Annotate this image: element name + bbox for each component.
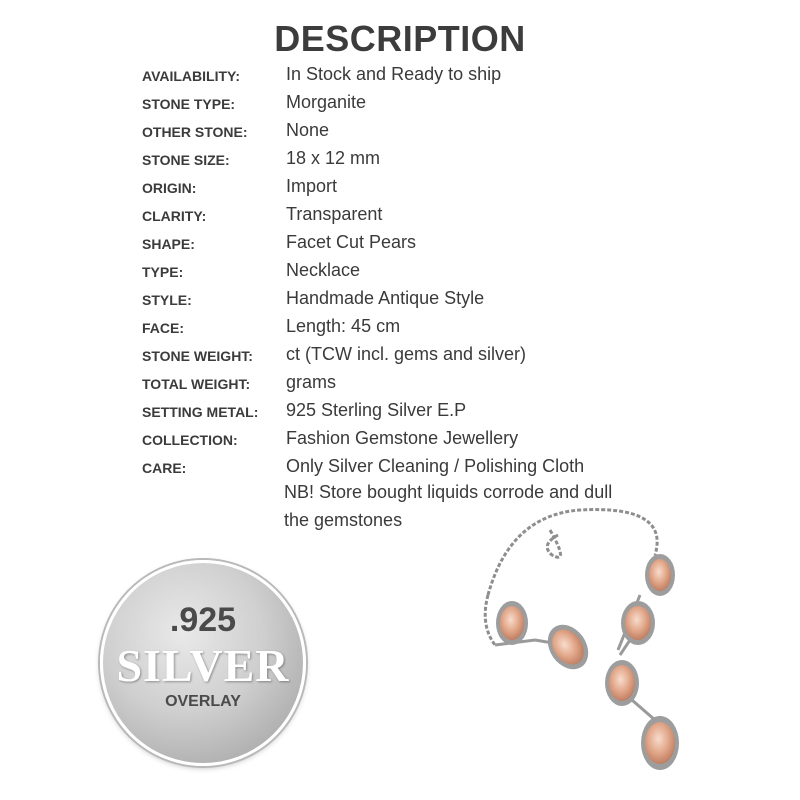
spec-value: Facet Cut Pears — [286, 232, 417, 252]
spec-value: Fashion Gemstone Jewellery — [286, 428, 519, 448]
spec-value: 18 x 12 mm — [286, 148, 381, 168]
spec-row-stone-type — [142, 90, 762, 118]
spec-value: Length: 45 cm — [286, 316, 401, 336]
spec-value: In Stock and Ready to ship — [286, 64, 502, 84]
badge-word: SILVER — [116, 640, 290, 691]
spec-list — [142, 62, 762, 482]
spec-value: Transparent — [286, 204, 383, 224]
spec-label: SHAPE: — [142, 236, 195, 252]
spec-row-other-stone — [142, 118, 762, 146]
spec-value: Handmade Antique Style — [286, 288, 485, 308]
spec-row-clarity — [142, 202, 762, 230]
spec-label: STONE SIZE: — [142, 152, 230, 168]
spec-label: TYPE: — [142, 264, 184, 280]
spec-label: STONE WEIGHT: — [142, 348, 253, 364]
spec-row-collection — [142, 426, 762, 454]
spec-label: OTHER STONE: — [142, 124, 248, 140]
spec-label: COLLECTION: — [142, 432, 238, 448]
spec-value: Morganite — [286, 92, 367, 112]
spec-row-stone-size — [142, 146, 762, 174]
necklace-image — [440, 495, 800, 800]
spec-value: Import — [286, 176, 338, 196]
spec-row-setting-metal — [142, 398, 762, 426]
spec-value: Only Silver Cleaning / Polishing Cloth — [286, 456, 585, 476]
gem — [645, 554, 675, 596]
silver-overlay-badge — [100, 560, 306, 766]
badge-number: .925 — [169, 601, 237, 639]
page-title: DESCRIPTION — [274, 18, 526, 59]
care-note-line-1: NB! Store bought liquids corrode and dull — [284, 482, 613, 502]
gem — [641, 716, 679, 770]
spec-label: FACE: — [142, 320, 184, 336]
gem — [539, 617, 596, 677]
spec-label: STONE TYPE: — [142, 96, 236, 112]
spec-row-style — [142, 286, 762, 314]
spec-label: STYLE: — [142, 292, 192, 308]
spec-value: None — [286, 120, 330, 140]
care-note-line-2: the gemstones — [284, 510, 403, 530]
gem — [605, 660, 639, 706]
spec-row-type — [142, 258, 762, 286]
spec-value: ct (TCW incl. gems and silver) — [286, 344, 527, 364]
spec-row-origin — [142, 174, 762, 202]
spec-label: CLARITY: — [142, 208, 207, 224]
spec-row-care — [142, 454, 762, 482]
badge-subtitle: OVERLAY — [165, 693, 241, 710]
gem — [496, 601, 528, 645]
spec-label: ORIGIN: — [142, 180, 197, 196]
spec-value: grams — [286, 372, 337, 392]
gem — [621, 601, 655, 645]
spec-row-face — [142, 314, 762, 342]
spec-value: 925 Sterling Silver E.P — [286, 400, 467, 420]
spec-row-shape — [142, 230, 762, 258]
spec-label: AVAILABILITY: — [142, 68, 240, 84]
spec-row-stone-weight — [142, 342, 762, 370]
spec-label: SETTING METAL: — [142, 404, 259, 420]
spec-label: TOTAL WEIGHT: — [142, 376, 251, 392]
spec-value: Necklace — [286, 260, 361, 280]
spec-row-total-weight — [142, 370, 762, 398]
spec-label: CARE: — [142, 460, 187, 476]
spec-row-availability — [142, 62, 762, 90]
